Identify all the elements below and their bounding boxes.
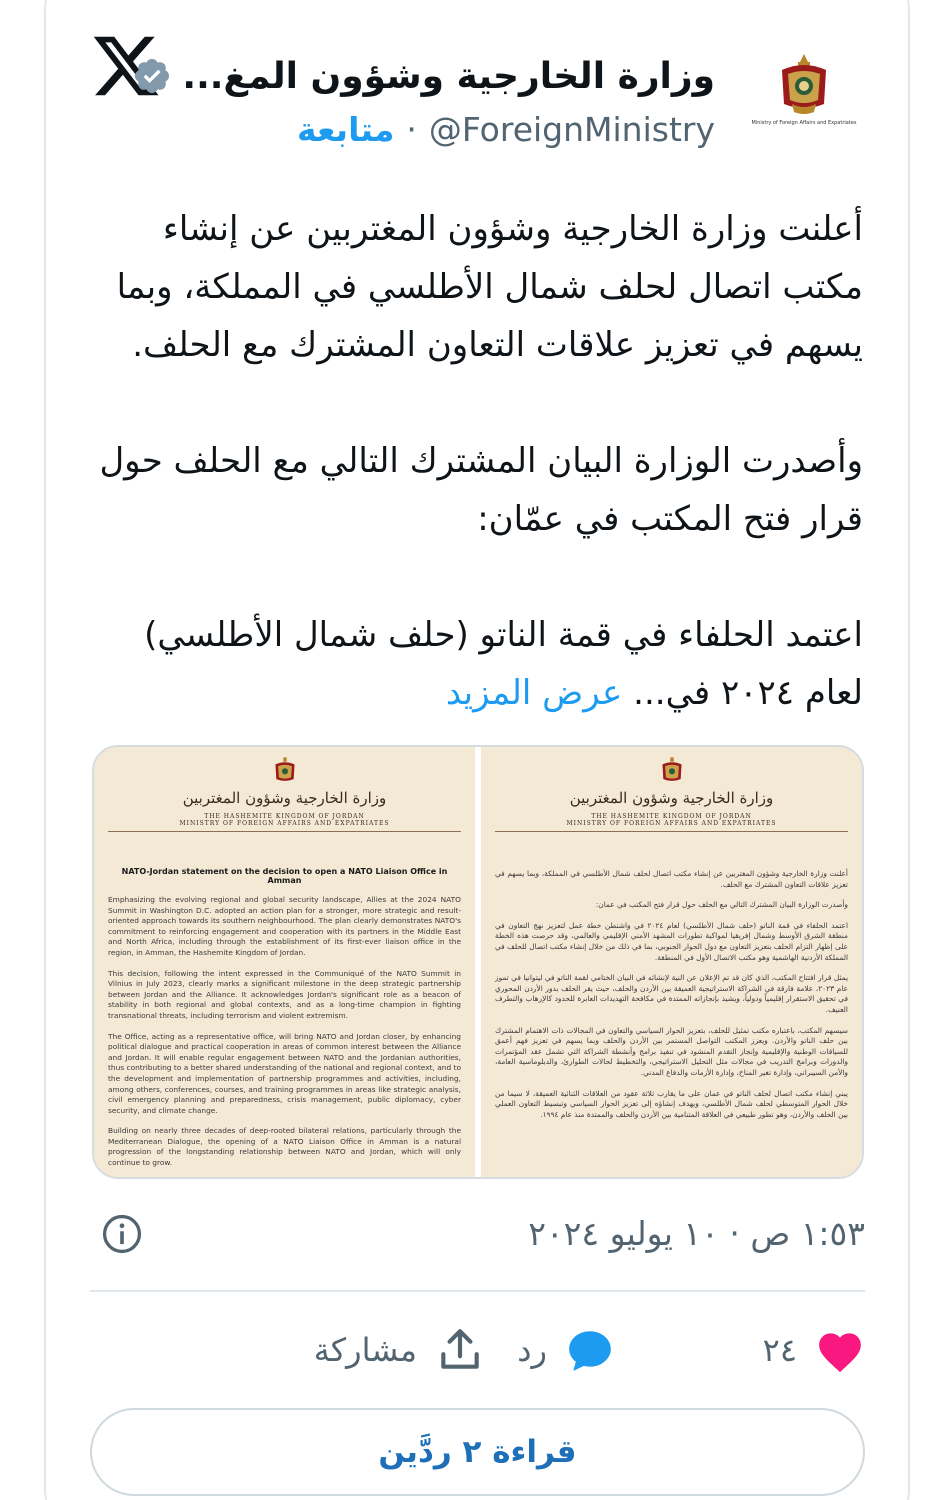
reply-label: رد [517, 1331, 547, 1369]
doc-ministry-arabic: وزارة الخارجية وشؤون المغتربين [569, 789, 774, 807]
reply-button[interactable] [517, 1320, 615, 1380]
doc-paragraph: Building on nearly three decades of deep-rooted bilateral relations, particularly through the Mediterranean Dialogue, the opening of a NATO Liaison Office in Amman is a natural progression of the longstanding relationship between NATO and Jordan, which will only continue to grow. [108, 1126, 461, 1168]
tweet-paragraph-3 [93, 606, 863, 722]
doc-paragraph: وأصدرت الوزارة البيان المشترك التالي مع الحلف حول قرار فتح المكتب في عمان: [595, 900, 848, 910]
account-name-row [132, 48, 715, 104]
avatar[interactable] [743, 38, 865, 138]
action-bar [90, 1320, 865, 1380]
doc-title: NATO-Jordan statement on the decision to open a NATO Liaison Office in Amman [121, 867, 448, 885]
doc-paragraph: Emphasizing the evolving regional and global security landscape, Allies at the 2024 NATO Summit in Washington D.C. adopted an action plan for a stronger, more strategic and result-oriented approach towards its southern neighbourhood. The plan clearly demonstrates NATO's commitment to reinforcing engagement and cooperation with its partners in the Middle East and North Africa, including through the establishment of its first-ever liaison office in the region, in Amman, the Hashemite Kingdom of Jordan. [108, 895, 461, 957]
doc-paragraph: This decision, following the intent expressed in the Communiqué of the NATO Summit in Vilnius in July 2023, clearly marks a significant milestone in the deep strategic partnership between Jordan and the Alliance. It acknowledges Jordan's significant role as a beacon of stability in both regional and global contexts, and as a long-time champion in fighting transnational threats, including terrorism and violent extremism. [108, 968, 461, 1020]
share-label: مشاركة [313, 1331, 417, 1369]
tweet-timestamp[interactable]: ١:٥٣ ص · ١٠ يوليو ٢٠٢٤ [528, 1214, 865, 1253]
doc-paragraph: يمثل قرار افتتاح المكتب، الذي كان قد تم الإعلان عن النية لإنشائه في البيان الختامي لقمة الناتو في ليتوانيا في تموز عام ٢٠٢٣، علامة فارقة في الشراكة الاستراتيجية العميقة بين الأردن والحلف، حيث يقر الحلف بدور الأردن المحوري في تحقيق الاستقرار إقليمياً ودولياً، ويشيد بإنجازاته الممتدة في مكافحة التهديدات العابرة للحدود كالإرهاب والتطرف العنيف. [495, 973, 848, 1014]
share-button[interactable] [314, 1320, 485, 1380]
doc-letterhead [495, 755, 848, 855]
read-replies-button[interactable] [90, 1408, 865, 1496]
doc-ministry-arabic: وزارة الخارجية وشؤون المغتربين [182, 789, 387, 807]
tweet-paragraph-1: أعلنت وزارة الخارجية وشؤون المغتربين عن إنشاء مكتب اتصال لحلف شمال الأطلسي في المملكة، وبما يسهم في تعزيز علاقات التعاون المشترك مع الحلف. [116, 209, 863, 365]
account-name[interactable]: وزارة الخارجية وشؤون المغ... [182, 55, 715, 97]
info-icon[interactable] [100, 1212, 144, 1256]
emblem-icon [272, 755, 298, 785]
doc-paragraph: The Office, acting as a representative office, will bring NATO and Jordan closer, by enhancing political dialogue and practical cooperation in areas of common interest between the Alliance and Jordan. It will enable regular engagement between NATO and the Jordanian authorities, thus contributing to a better shared understanding of the national and regional context, and to the development and implementation of partnership programmes and activities, including, among others, conferences, courses, and training programmes in areas like strategic analysis, civil emergency planning and preparedness, crisis management, public diplomacy, cyber security, and climate change. [108, 1031, 461, 1115]
doc-kingdom-name: THE HASHEMITE KINGDOM OF JORDAN [591, 813, 752, 820]
reply-bubble-icon [565, 1327, 615, 1373]
follow-button[interactable]: متابعة [297, 109, 395, 149]
verified-badge-icon [132, 56, 172, 96]
doc-kingdom-name: THE HASHEMITE KINGDOM OF JORDAN [204, 813, 365, 820]
account-handle[interactable]: @ForeignMinistry [428, 109, 715, 149]
doc-paragraph: يبني إنشاء مكتب اتصال لحلف الناتو في عمان على ما يقارب ثلاثة عقود من العلاقات الثنائية العميقة، لا سيما من خلال الحوار المتوسطي لحلف شمال الأطلسي، ويهدف إنشاؤه إلى تعزيز الحوار السياسي وتبسيط التعاون العملي بين الحلف والأردن، وهو تطور طبيعي في العلاقة المتنامية بين الأردن والحلف والممتدة منذ عام ١٩٩٤. [495, 1088, 848, 1119]
arabic-statement-image[interactable] [475, 747, 862, 1177]
emblem-icon [659, 755, 685, 785]
media-attachment[interactable] [92, 745, 864, 1179]
doc-paragraph: سيسهم المكتب، باعتباره مكتب تمثيل للحلف، بتعزيز الحوار السياسي والتعاون في المجالات ذات الاهتمام المشترك بين حلف الناتو والأردن. ويعزز المكتب التواصل المستمر بين الأردن والحلف وبما يسهم في تعزيز فهم أعمق للسياقات الوطنية والإقليمية وإنجاز التقدم المنشود في تنفيذ برامج وأنشطة الشراكة التي تشمل عقد المؤتمرات والدورات وبرامج التدريب في مجالات مثل التحليل الاستراتيجي، والتخطيط لحالات الطوارئ، والدبلوماسية العامة، والأمن السيبراني، وإدارة تغير المناخ، وإدارة الأزمات والدفاع المدني. [495, 1025, 848, 1077]
tweet-paragraph-3-text: اعتمد الحلفاء في قمة الناتو (حلف شمال الأطلسي) لعام ٢٠٢٤ في... [144, 615, 863, 713]
tweet-paragraph-2: وأصدرت الوزارة البيان المشترك التالي مع الحلف حول قرار فتح المكتب في عمّان: [99, 441, 863, 539]
heart-icon [815, 1327, 865, 1373]
doc-ministry-name: MINISTRY OF FOREIGN AFFAIRS AND EXPATRIATES [108, 820, 461, 832]
avatar-caption: Ministry of Foreign Affairs and Expatriates [751, 120, 857, 126]
doc-letterhead [108, 755, 461, 855]
doc-paragraph: اعتمد الحلفاء في قمة الناتو (حلف شمال الأطلسي) لعام ٢٠٢٤ في واشنطن خطة عمل لتعزيز نهج التعاون في منطقة الشرق الأوسط وشمال إفريقيا لمواكبة تطورات المشهد الأمني الإقليمي والعالمي، وقد حرصت هذه الخطة على إظهار التزام الحلف بتعزيز التعاون مع دول الجوار الجنوبي، بما في ذلك من خلال إنشاء مكتب اتصال للحلف في المملكة الأردنية الهاشمية وهو مكتب الاتصال الأول في المنطقة. [495, 920, 848, 962]
jordan-emblem-icon [774, 50, 834, 116]
separator-dot: · [406, 109, 417, 149]
divider [90, 1290, 865, 1292]
english-statement-image[interactable] [94, 747, 475, 1177]
show-more-link[interactable]: عرض المزيد [445, 673, 623, 713]
share-upload-icon [435, 1325, 485, 1375]
handle-row [297, 106, 715, 152]
doc-paragraph: أعلنت وزارة الخارجية وشؤون المغتربين عن إنشاء مكتب اتصال لحلف شمال الأطلسي في المملكة، وبما يسهم في تعزيز علاقات التعاون المشترك مع الحلف. [495, 869, 848, 889]
tweet-body [93, 200, 863, 722]
read-replies-label: قراءة ٢ ردَّين [378, 1434, 577, 1470]
timestamp-row [100, 1210, 865, 1264]
like-count: ٢٤ [762, 1331, 797, 1369]
tweet-header [90, 30, 865, 160]
like-button[interactable] [763, 1320, 865, 1380]
doc-ministry-name: MINISTRY OF FOREIGN AFFAIRS AND EXPATRIATES [495, 820, 848, 832]
